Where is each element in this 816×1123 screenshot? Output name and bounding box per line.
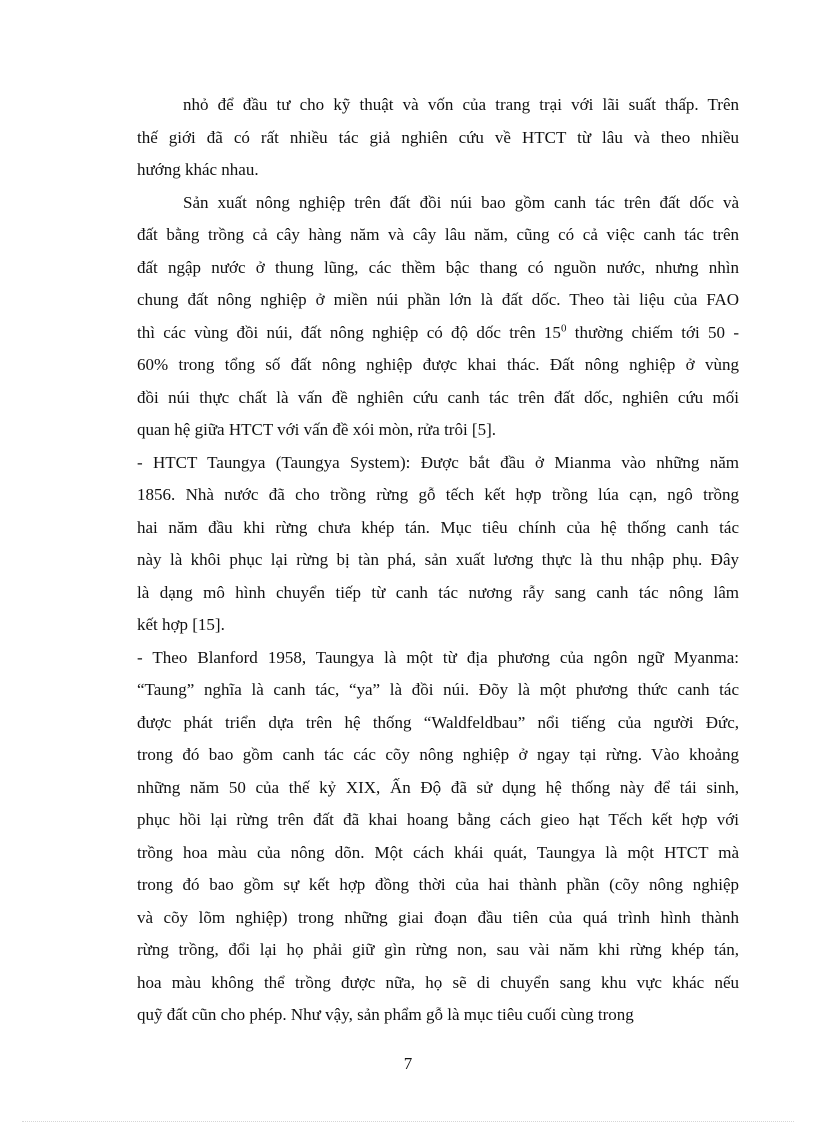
text-line: hai năm đầu khi rừng chưa khép tán. Mục tiêu chính của hệ thống canh tác	[137, 517, 739, 537]
text-line: đất ngập nước ở thung lũng, các thềm bậc thang có nguồn nước, nhưng nhìn	[137, 257, 739, 277]
text-line: chung đất nông nghiệp ở miền núi phần lớn là đất dốc. Theo tài liệu của FAO	[137, 290, 739, 309]
text-line-with-superscript	[137, 317, 739, 350]
text-segment: thường chiếm tới 50 -	[566, 322, 739, 342]
text-line: 1856. Nhà nước đã cho trồng rừng gỗ tếch kết hợp trồng lúa cạn, ngô trồng	[137, 485, 739, 504]
text-line: - HTCT Taungya (Taungya System): Được bắt đầu ở Mianma vào những năm	[137, 452, 739, 472]
text-line: là dạng mô hình chuyển tiếp từ canh tác nương rẫy sang canh tác nông lâm	[137, 582, 739, 602]
text-line: đồi núi thực chất là vấn đề nghiên cứu canh tác trên đất dốc, nghiên cứu mối	[137, 387, 739, 407]
body-text	[137, 89, 739, 1032]
text-line: trong đó bao gồm sự kết hợp đồng thời của hai thành phần (cõy nông nghiệp	[137, 875, 739, 894]
text-line: quan hệ giữa HTCT với vấn đề xói mòn, rửa trôi [5].	[137, 420, 497, 439]
text-line: phục hồi lại rừng trên đất đã khai hoang bằng cách gieo hạt Tếch kết hợp với	[137, 810, 739, 829]
text-line: hoa màu không thể trồng được nữa, họ sẽ di chuyển sang khu vực khác nếu	[137, 972, 739, 992]
text-line: những năm 50 của thế kỷ XIX, Ấn Độ đã sử dụng hệ thống này để tái sinh,	[137, 777, 739, 797]
text-line: quỹ đất cũn cho phép. Như vậy, sản phẩm gỗ là mục tiêu cuối cùng trong	[137, 1005, 634, 1024]
text-line: đất bằng trồng cả cây hàng năm và cây lâu năm, cũng có cả việc canh tác trên	[137, 225, 739, 244]
text-line: nhỏ để đầu tư cho kỹ thuật và vốn của trang trại với lãi suất thấp. Trên	[183, 95, 739, 114]
text-line: rừng trồng, đổi lại họ phải giữ gìn rừng non, sau vài năm khi rừng khép tán,	[137, 940, 739, 959]
page-bottom-divider	[22, 1121, 794, 1122]
text-line: “Taung” nghĩa là canh tác, “ya” là đồi núi. Đõy là một phương thức canh tác	[137, 680, 739, 699]
text-line: trồng hoa màu của nông dõn. Một cách khái quát, Taungya là một HTCT mà	[137, 842, 739, 862]
text-line: thế giới đã có rất nhiều tác giả nghiên cứu về HTCT từ lâu và theo nhiều	[137, 127, 739, 147]
text-segment: thì các vùng đồi núi, đất nông nghiệp có độ dốc trên 15	[137, 322, 561, 342]
text-line: - Theo Blanford 1958, Taungya là một từ địa phương của ngôn ngữ Myanma:	[137, 647, 739, 667]
text-line: được phát triển dựa trên hệ thống “Waldfeldbau” nổi tiếng của người Đức,	[137, 712, 739, 732]
page-number: 7	[403, 1054, 413, 1073]
text-line: kết hợp [15].	[137, 615, 225, 634]
text-line: Sản xuất nông nghiệp trên đất đồi núi bao gồm canh tác trên đất dốc và	[183, 192, 739, 212]
text-line: và cõy lõm nghiệp) trong những giai đoạn đầu tiên của quá trình hình thành	[137, 907, 739, 927]
degree-superscript: 0	[560, 321, 567, 334]
text-line: hướng khác nhau.	[137, 160, 259, 179]
text-line: 60% trong tổng số đất nông nghiệp được khai thác. Đất nông nghiệp ở vùng	[137, 355, 739, 374]
text-line: này là khôi phục lại rừng bị tàn phá, sản xuất lương thực là thu nhập phụ. Đây	[137, 550, 739, 569]
text-line: trong đó bao gồm canh tác các cõy nông nghiệp ở ngay tại rừng. Vào khoảng	[137, 745, 739, 764]
